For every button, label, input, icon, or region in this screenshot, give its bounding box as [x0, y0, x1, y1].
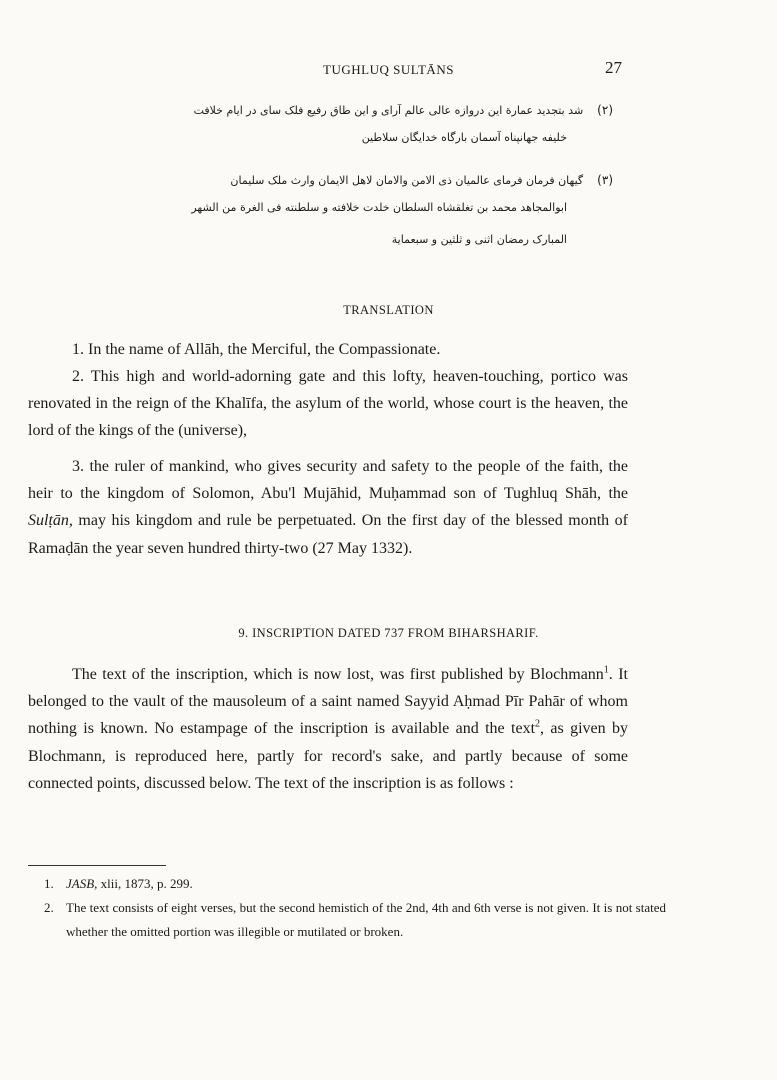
para-text: The text of the inscription, which is now lost, was first published by Blochmann	[72, 666, 604, 683]
arabic-line-text: گیهان فرمان فرمای عالمیان ذی الامن والامان لاهل الایمان وارث ملک سلیمان	[230, 174, 584, 187]
arabic-line-3-end	[28, 230, 613, 258]
section-9-paragraph	[28, 661, 628, 797]
italic-term: Sulṭān,	[28, 512, 73, 530]
translation-heading: TRANSLATION	[343, 303, 434, 317]
translation-para-3	[28, 453, 628, 562]
footnote-number: 2.	[44, 900, 54, 915]
arabic-line-2	[28, 100, 613, 128]
footnote-ref-1[interactable]: 1	[603, 664, 609, 676]
arabic-line-3	[28, 170, 613, 198]
arabic-line-text: خلیفه جهانپناه آسمان بارگاه خدایگان سلاطین	[361, 131, 567, 144]
footnote-number: 1.	[44, 876, 54, 891]
arabic-line-3-cont	[28, 198, 613, 230]
footnote-1	[28, 872, 628, 896]
footnote-text: , xlii, 1873, p. 299.	[94, 876, 193, 891]
page-number: 27	[605, 58, 622, 77]
arabic-line-2-cont	[28, 128, 613, 170]
footnote-text: The text consists of eight verses, but the second hemistich of the 2nd, 4th and 6th verse is not given. It is not stated whether the omitted portion was illegible or mutilated or broken.	[66, 900, 666, 939]
translation-para-1: 1. In the name of Allāh, the Merciful, the Compassionate.	[72, 341, 441, 358]
running-head: TUGHLUQ SULTĀNS	[323, 62, 454, 77]
translation-para-2: 2. This high and world-adorning gate and this lofty, heaven-touching, portico was renovated in the reign of the Khalīfa, the asylum of the world, whose court is the heaven, the lord of the kings of the (universe),	[28, 368, 628, 440]
section-9-heading: 9. INSCRIPTION DATED 737 FROM BIHARSHARIF.	[238, 626, 539, 640]
arabic-line-text: شد بتجدید عمارة این دروازه عالی عالم آرای و این طاق رفیع فلک سای در ایام خلافت	[193, 104, 584, 117]
footnote-2	[28, 896, 666, 944]
footnote-ref-2[interactable]: 2	[535, 719, 541, 731]
para-text: , as given by Blochmann, is reproduced here, partly for record's sake, and partly because of some connected points, discussed below. The text of the inscription is as follows :	[28, 720, 629, 792]
para-text: may his kingdom and rule be perpetuated. On the first day of the blessed month of Ramaḍān the year seven hundred thirty-two (27 May 1332).	[28, 512, 628, 557]
arabic-line-number: (۳)	[597, 173, 613, 187]
footnote-separator	[28, 865, 166, 866]
arabic-inscription-text	[28, 100, 613, 258]
para-text: . It belonged to the vault of the mausoleum of a saint named Sayyid Aḥmad Pīr Pahār of whom nothing is known. No estampage of the inscription is available and the text	[28, 666, 628, 738]
arabic-line-number: (۲)	[597, 103, 613, 117]
arabic-line-text: ابوالمجاهد محمد بن تغلقشاه السلطان خلدت خلافته و سلطنته فی الغرة من الشهر	[191, 201, 567, 214]
arabic-line-text: المبارک رمضان اثنی و ثلثین و سبعمایة	[391, 233, 567, 246]
journal-abbrev: JASB	[66, 876, 95, 891]
para-text: 3. the ruler of mankind, who gives security and safety to the people of the faith, the heir to the kingdom of Solomon, Abu'l Mujāhid, Muḥammad son of Tughluq Shāh, the	[28, 458, 628, 503]
